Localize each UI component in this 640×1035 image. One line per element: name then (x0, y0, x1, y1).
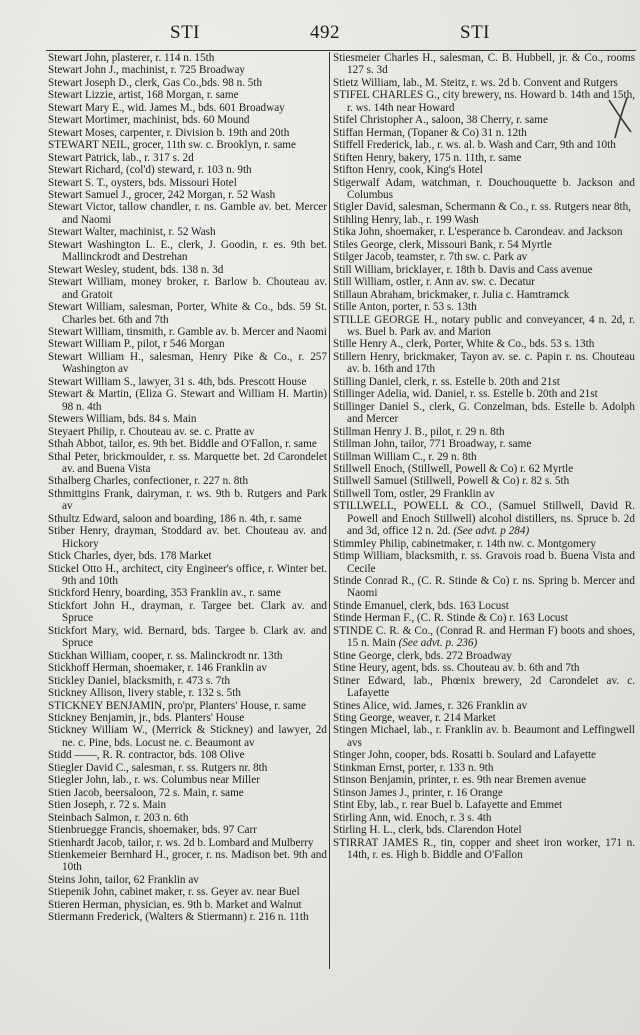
directory-entry: Stewart John, plasterer, r. 114 n. 15th (48, 52, 215, 64)
directory-entry: Stiffan Herman, (Topaner & Co) 31 n. 12th (333, 126, 527, 139)
directory-entry: Sthah Abbot, tailor, es. 9th bet. Biddle and O'Fallon, r. same (48, 438, 317, 451)
directory-entry: Stien Jacob, beersaloon, 72 s. Main, r. same (48, 786, 244, 799)
directory-entry: Stiffell Frederick, lab., r. ws. al. b. Wash and Carr, 9th and 10th (333, 139, 616, 152)
directory-entry: Stiermann Frederick, (Walters & Stiermann) r. 216 n. 11th (48, 911, 309, 924)
directory-entry: STILLE GEORGE H., notary public and conveyancer, 4 n. 2d, r. ws. Buel b. Park av. and Marion (333, 313, 635, 338)
directory-entry: Stiepenik John, cabinet maker, r. ss. Geyer av. near Buel (48, 886, 300, 899)
directory-entry: Stiles George, clerk, Missouri Bank, r. 54 Myrtle (333, 238, 552, 251)
directory-entry: STIFEL CHARLES G., city brewery, ns. Howard b. 14th and 15th, r. ws. 14th near Howard (333, 89, 635, 114)
page-number: 492 (310, 22, 340, 43)
directory-entry: Stewart Victor, tallow chandler, r. ns. Gamble av. bet. Mercer and Naomi (48, 201, 327, 226)
directory-entry: Stienkemeier Bernhard H., grocer, r. ns. Madison bet. 9th and 10th (48, 849, 327, 874)
directory-entry: STINDE C. R. & Co., (Conrad R. and Herman F) boots and shoes, 15 n. Main (See advt. p. 236) (333, 624, 635, 650)
directory-entry: Stewart William P., pilot, r 546 Morgan (48, 338, 225, 351)
directory-entry: Stille Henry A., clerk, Porter, White & Co., bds. 53 s. 13th (333, 338, 595, 351)
directory-entry: Stint Eby, lab., r. rear Buel b. Lafayette and Emmet (333, 799, 563, 812)
directory-entry: Stiegler John, lab., r. ws. Columbus near Miller (48, 774, 260, 787)
directory-entry: Stine Heury, agent, bds. ss. Chouteau av. b. 6th and 7th (333, 662, 580, 675)
directory-entry: Stigler David, salesman, Schermann & Co., r. ss. Rutgers near 8th, (333, 201, 631, 214)
directory-entry: Sthmittgins Frank, dairyman, r. ws. 9th b. Rutgers and Park av (48, 487, 327, 513)
right-column (333, 52, 635, 861)
directory-entry: Stillman Henry J. B., pilot, r. 29 n. 8th (333, 425, 505, 438)
directory-entry: Stickford Henry, boarding, 353 Franklin av., r. same (48, 587, 281, 600)
directory-entry: Sthalberg Charles, confectioner, r. 227 n. 8th (48, 475, 249, 488)
directory-entry: Sting George, weaver, r. 214 Market (333, 712, 496, 725)
directory-entry: Stewart Moses, carpenter, r. Division b. 19th and 20th (48, 126, 290, 139)
directory-entry: Stickley Daniel, blacksmith, r. 473 s. 7th (48, 674, 231, 687)
advertisement-note: (See advt. p 284) (453, 525, 530, 538)
directory-entry: Stimmley Philip, cabinetmaker, r. 14th nw. c. Montgomery (333, 537, 596, 550)
directory-entry: Stigerwalf Adam, watchman, r. Douchouquette b. Jackson and Columbus (333, 176, 635, 201)
directory-entry: Stillinger Adelia, wid. Daniel, r. ss. Estelle b. 20th and 21st (333, 388, 598, 401)
directory-entry: Still William, bricklayer, r. 18th b. Davis and Cass avenue (333, 263, 593, 276)
directory-entry: Stillman William C., r. 29 n. 8th (333, 450, 477, 463)
directory-entry: Stiner Edward, lab., Phœnix brewery, 2d Carondelet av. c. Lafayette (333, 674, 635, 700)
directory-entry: Sthal Peter, brickmoulder, r. ss. Marquette bet. 2d Carondelet av. and Buena Vista (48, 450, 327, 475)
directory-entry: Stille Anton, porter, r. 53 s. 13th (333, 301, 477, 314)
directory-entry: Stieren Herman, physician, es. 9th b. Market and Walnut (48, 898, 302, 911)
directory-entry: Stewart Lizzie, artist, 168 Morgan, r. same (48, 89, 239, 102)
directory-entry: Stickel Otto H., architect, city Engineer's office, r. Winter bet. 9th and 10th (48, 562, 327, 588)
directory-entry: Stirling Ann, wid. Enoch, r. 3 s. 4th (333, 811, 492, 824)
directory-entry: Stinger John, cooper, bds. Rosatti b. Soulard and Lafayette (333, 749, 597, 762)
directory-entry: Stiesmeier Charles H., salesman, C. B. Hubbell, jr. & Co., rooms 127 s. 3d (333, 52, 635, 77)
directory-entry: Sthultz Edward, saloon and boarding, 186 n. 4th, r. same (48, 512, 302, 525)
directory-entry: Stines Alice, wid. James, r. 326 Franklin av (333, 699, 528, 712)
directory-entry: Stewart Wesley, student, bds. 138 n. 3d (48, 263, 224, 276)
directory-entry: Steyaert Philip, r. Chouteau av. se. c. Pratte av (48, 425, 255, 438)
directory-entry: Stickney Allison, livery stable, r. 132 s. 5th (48, 687, 241, 700)
directory-entry: Stick Charles, dyer, bds. 178 Market (48, 550, 212, 563)
directory-entry: Stewart William, tinsmith, r. Gamble av. b. Mercer and Naomi (48, 325, 327, 338)
column-divider (329, 52, 330, 969)
directory-entry: Stewart Richard, (col'd) steward, r. 103 n. 9th (48, 164, 252, 177)
directory-entry: Stewart S. T., oysters, bds. Missouri Hotel (48, 176, 237, 189)
directory-entry: Stewart Joseph D., clerk, Gas Co.,bds. 98 n. 5th (48, 76, 263, 89)
directory-entry: Stillwell Samuel (Stillwell, Powell & Co) r. 82 s. 5th (333, 475, 570, 488)
directory-entry: Stilger Jacob, teamster, r. 7th sw. c. Park av (333, 251, 528, 264)
directory-entry: Stifton Henry, cook, King's Hotel (333, 164, 483, 177)
directory-entry: Stillinger Daniel S., clerk, G. Conzelman, bds. Estelle b. Adolph and Mercer (333, 400, 635, 426)
header-rule (46, 50, 636, 51)
directory-entry: Stillern Henry, brickmaker, Tayon av. se. c. Papin r. ns. Chouteau av. b. 16th and 17th (333, 350, 635, 376)
directory-entry: Stewart William, money broker, r. Barlow b. Chouteau av. and Gratoit (48, 276, 327, 301)
directory-entry: Stickhan William, cooper, r. ss. Malinckrodt nr. 13th (48, 649, 283, 662)
directory-entry: Stifel Christopher A., saloon, 38 Cherry, r. same (333, 114, 548, 127)
directory-entry: STIRRAT JAMES R., tin, copper and sheet iron worker, 171 n. 14th, r. es. High b. Biddle and O'Fallon (333, 836, 635, 861)
directory-entry: Stickfort John H., drayman, r. Targee bet. Clark av. and Spruce (48, 599, 327, 625)
directory-entry: Stewart William H., salesman, Henry Pike & Co., r. 257 Washington av (48, 350, 327, 376)
directory-entry: Stinson James J., printer, r. 16 Orange (333, 786, 503, 799)
directory-entry: Stirling H. L., clerk, bds. Clarendon Hotel (333, 824, 522, 837)
directory-entry: Stien Joseph, r. 72 s. Main (48, 799, 167, 812)
directory-entry: Stiegler David C., salesman, r. ss. Rutgers nr. 8th (48, 761, 268, 774)
directory-entry: Stidd ——, R. R. contractor, bds. 108 Olive (48, 749, 245, 762)
directory-entry: Stihling Henry, lab., r. 199 Wash (333, 213, 479, 226)
directory-entry: Stewart & Martin, (Eliza G. Stewart and William H. Martin) 98 n. 4th (48, 388, 327, 413)
directory-entry: Stine George, clerk, bds. 272 Broadway (333, 649, 512, 662)
directory-entry: Stika John, shoemaker, r. L'esperance b. Carondeav. and Jackson (333, 226, 623, 239)
directory-entry: Stickney Benjamin, jr., bds. Planters' House (48, 712, 245, 725)
directory-entry: Stingen Michael, lab., r. Franklin av. b. Beaumont and Leffingwell avs (333, 724, 635, 749)
directory-entry: Stilling Daniel, clerk, r. ss. Estelle b. 20th and 21st (333, 375, 560, 388)
directory-entry: Stewart Mary E., wid. James M., bds. 601 Broadway (48, 101, 285, 114)
directory-entry: Stickhoff Herman, shoemaker, r. 146 Franklin av (48, 662, 268, 675)
directory-entry: Stinde Herman F., (C. R. Stinde & Co) r. 163 Locust (333, 612, 568, 625)
directory-entry: Stietz William, lab., M. Steitz, r. ws. 2d b. Convent and Rutgers (333, 76, 618, 89)
directory-entry: Stillman John, tailor, 771 Broadway, r. same (333, 438, 532, 451)
directory-entry: Stinde Conrad R., (C. R. Stinde & Co) r. ns. Spring b. Mercer and Naomi (333, 575, 635, 600)
directory-entry: Stewart Walter, machinist, r. 52 Wash (48, 226, 216, 239)
directory-entry: Stinkman Ernst, porter, r. 133 n. 9th (333, 761, 494, 774)
guide-word-left: STI (170, 22, 200, 43)
directory-entry: Stewers William, bds. 84 s. Main (48, 413, 197, 426)
directory-entry: Stewart Washington L. E., clerk, J. Goodin, r. es. 9th bet. Mallinckrodt and Destrehan (48, 238, 327, 264)
directory-entry: Stinson Benjamin, printer, r. es. 9th near Bremen avenue (333, 774, 587, 787)
directory-entry: Stewart Mortimer, machinist, bds. 60 Mound (48, 114, 250, 127)
left-column (48, 52, 327, 924)
handwritten-x-mark (605, 96, 635, 146)
directory-entry: Stewart Samuel J., grocer, 242 Morgan, r. 52 Wash (48, 188, 276, 201)
directory-entry: Stickfort Mary, wid. Bernard, bds. Targee b. Clark av. and Spruce (48, 624, 327, 650)
directory-entry: Stiber Henry, drayman, Stoddard av. bet. Chouteau av. and Hickory (48, 525, 327, 550)
directory-entry: Stienbruegge Francis, shoemaker, bds. 97 Carr (48, 824, 257, 837)
guide-word-right: STI (460, 22, 490, 43)
directory-entry: Steinbach Salmon, r. 203 n. 6th (48, 811, 189, 824)
directory-entry: Stewart William S., lawyer, 31 s. 4th, bds. Prescott House (48, 375, 307, 388)
directory-entry: Stillaun Abraham, brickmaker, r. Julia c. Hamtramck (333, 288, 570, 301)
directory-entry: Stiften Henry, bakery, 175 n. 11th, r. same (333, 151, 522, 164)
directory-entry: Still William, ostler, r. Ann av. sw. c. Decatur (333, 276, 535, 289)
directory-entry: STILLWELL, POWELL & CO., (Samuel Stillwell, David R. Powell and Enoch Stillwell) alcohol distillers, ns. Spruce b. 2d and 3d, office 12 n. 2d. (See advt. p 284) (333, 500, 635, 538)
directory-entry: Stimp William, blacksmith, r. ss. Gravois road b. Buena Vista and Cecile (333, 550, 635, 575)
advertisement-note: (See advt. p. 236) (398, 637, 478, 650)
directory-entry: Steins John, tailor, 62 Franklin av (48, 873, 199, 886)
directory-entry: Stillwell Enoch, (Stillwell, Powell & Co) r. 62 Myrtle (333, 462, 574, 475)
directory-entry: Stillwell Tom, ostler, 29 Franklin av (333, 487, 495, 500)
directory-entry: Stewart Patrick, lab., r. 317 s. 2d (48, 151, 194, 164)
directory-entry: Stinde Emanuel, clerk, bds. 163 Locust (333, 599, 509, 612)
directory-entry: Stickney William W., (Merrick & Stickney) and lawyer, 2d ne. c. Pine, bds. Locust ne. c. Beaumont av (48, 724, 327, 749)
directory-entry: Stewart William, salesman, Porter, White & Co., bds. 59 St. Charles bet. 6th and 7th (48, 301, 327, 326)
directory-entry: STEWART NEIL, grocer, 11th sw. c. Brooklyn, r. same (48, 139, 296, 152)
directory-entry: Stewart John J., machinist, r. 725 Broadway (48, 64, 245, 77)
page-header (0, 22, 640, 46)
directory-entry: Stienhardt Jacob, tailor, r. ws. 2d b. Lombard and Mulberry (48, 836, 314, 849)
directory-entry: STICKNEY BENJAMIN, pro'pr, Planters' House, r. same (48, 699, 306, 712)
